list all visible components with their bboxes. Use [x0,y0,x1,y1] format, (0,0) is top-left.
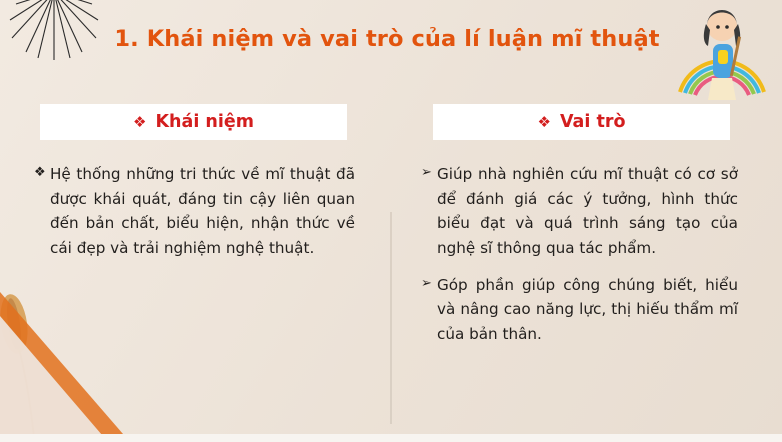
list-item [421,162,738,261]
heading-khai-niem [40,104,347,140]
list-item [34,162,355,261]
bullet-marker-icon: ➢ [421,165,432,180]
page-title: 1. Khái niệm và vai trò của lí luận mĩ thuật [114,26,660,52]
bullet-text: Giúp nhà nghiên cứu mĩ thuật có cơ sở để đánh giá các ý tưởng, hình thức biểu đạt và quá trình sáng tạo của nghệ sĩ thông qua tác phẩm. [437,165,738,257]
corner-decoration-inner [0,316,108,442]
bullet-text: Hệ thống những tri thức về mĩ thuật đã được khái quát, đáng tin cậy liên quan đến bản chất, biểu hiện, nhận thức về cái đẹp và trải nghiệm nghệ thuật. [50,165,355,257]
bullet-list-khai-niem [34,162,355,261]
bottom-bar [0,434,782,442]
heading-label: Vai trò [559,112,626,132]
girl-illustration [668,0,776,112]
column-divider [391,212,392,424]
bullet-text: Góp phần giúp công chúng biết, hiểu và nâng cao năng lực, thị hiếu thẩm mĩ của bản thân. [437,275,738,343]
heading-label: Khái niệm [155,112,254,132]
column-vai-tro [391,104,782,428]
heading-vai-tro [433,104,730,140]
diamond-icon: ❖ [133,112,147,131]
bullet-marker-icon: ➢ [421,275,432,291]
list-item [421,273,738,347]
bullet-marker-icon: ❖ [34,165,46,180]
diamond-icon: ❖ [537,112,551,131]
bullet-list-vai-tro [421,162,738,346]
